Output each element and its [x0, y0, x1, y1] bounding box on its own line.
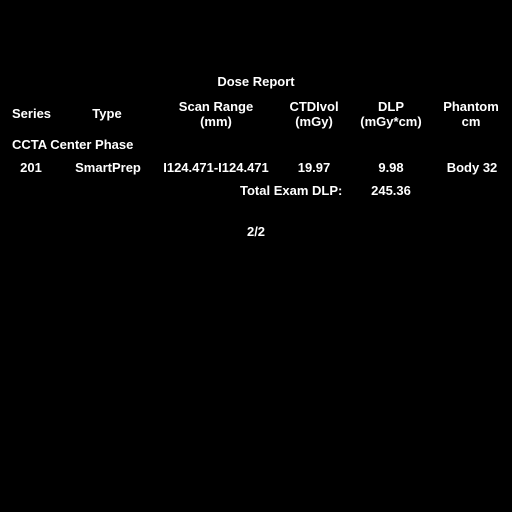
group-label: CCTA Center Phase: [12, 137, 134, 152]
header-ctdivol-label: CTDIvol: [289, 99, 339, 114]
header-dlp-unit: (mGy*cm): [360, 114, 422, 129]
header-ctdivol-unit: (mGy): [295, 114, 333, 129]
cell-ctdivol: 19.97: [297, 160, 331, 175]
total-exam-dlp-label: Total Exam DLP:: [240, 183, 343, 198]
header-series: Series: [12, 106, 52, 121]
cell-dlp: 9.98: [378, 160, 404, 175]
header-type: Type: [92, 106, 122, 121]
cell-type: SmartPrep: [75, 160, 141, 175]
header-scan-range: [179, 99, 253, 129]
header-scan-range-label: Scan Range: [178, 99, 254, 114]
header-ctdivol: [289, 99, 338, 129]
cell-scan-range: I124.471-I124.471: [163, 160, 269, 175]
header-phantom-unit: cm: [461, 114, 481, 129]
page-indicator: 2/2: [246, 224, 266, 239]
header-dlp: [360, 99, 421, 129]
cell-series: 201: [20, 160, 42, 175]
header-phantom-label: Phantom: [443, 99, 499, 114]
total-exam-dlp-value: 245.36: [371, 183, 411, 198]
cell-phantom: Body 32: [446, 160, 498, 175]
header-dlp-label: DLP: [377, 99, 404, 114]
report-title: Dose Report: [217, 74, 295, 89]
header-scan-range-unit: (mm): [200, 114, 232, 129]
header-phantom: [443, 99, 499, 129]
